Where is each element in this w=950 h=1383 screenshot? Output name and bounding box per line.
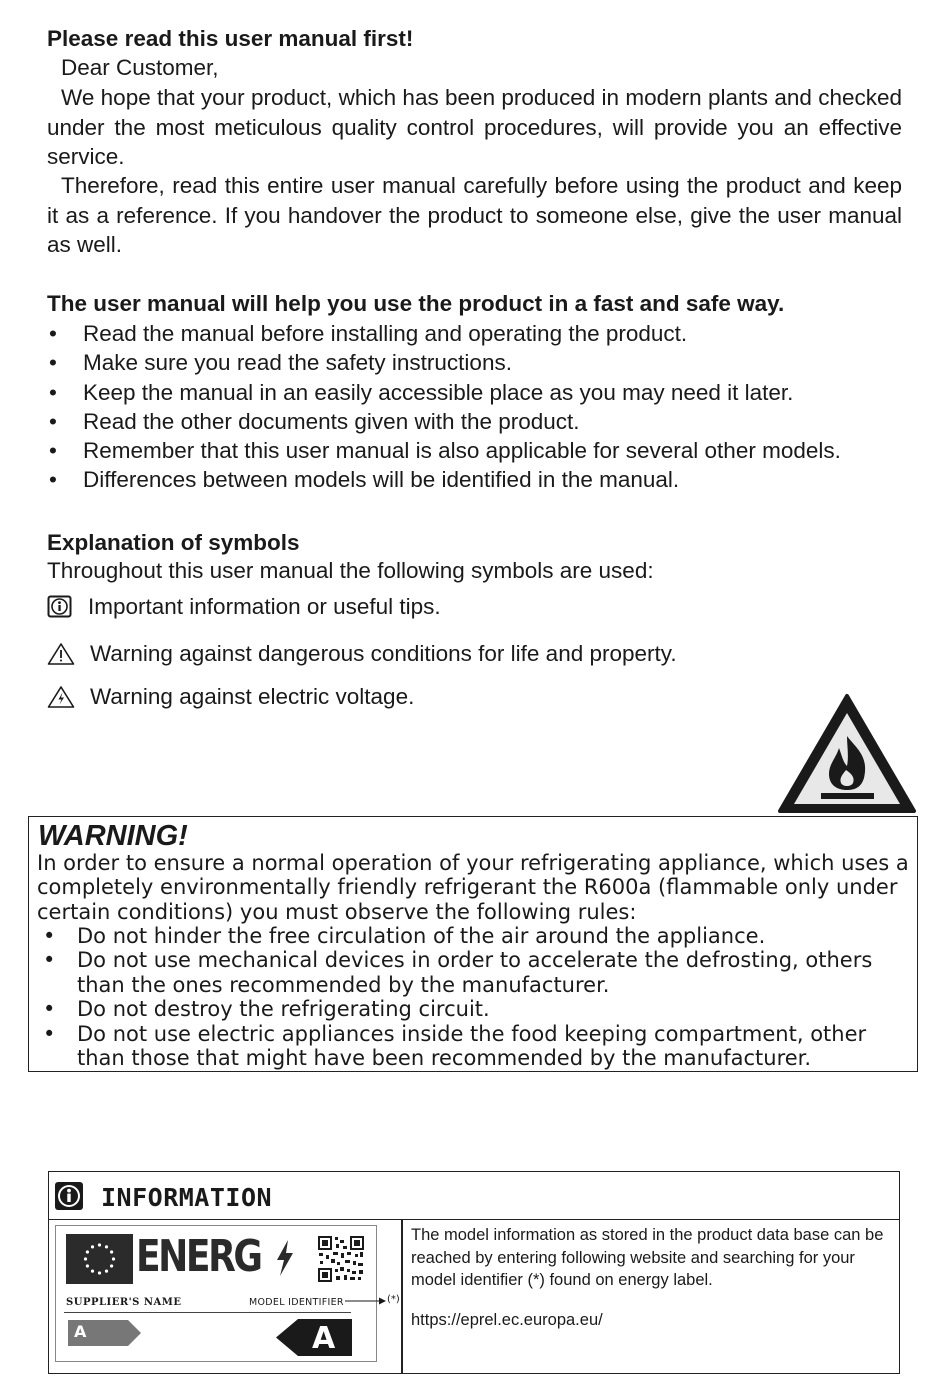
energy-brand: ENERG <box>136 1231 261 1282</box>
symbols-intro: Throughout this user manual the following symbols are used: <box>47 558 654 583</box>
model-identifier-label: MODEL IDENTIFIER <box>249 1297 344 1308</box>
rating-class: A <box>312 1321 336 1356</box>
scale-class: A <box>74 1322 87 1341</box>
list-item: • Do not use electric appliances inside the food keeping compartment, other than those that might have been recommended by the manufacturer. <box>37 1022 913 1071</box>
list-item: • Read the other documents given with the product. <box>47 407 907 436</box>
greeting: Dear Customer, <box>61 55 219 80</box>
list-item: • Do not destroy the refrigerating circuit. <box>37 997 913 1021</box>
help-heading: The user manual will help you use the product in a fast and safe way. <box>47 291 785 316</box>
pointer-arrow-icon <box>345 1296 387 1306</box>
list-item: • Do not use mechanical devices in order to accelerate the defrosting, others than the ones recommended by the manufacturer. <box>37 948 913 997</box>
list-item: • Differences between models will be identified in the manual. <box>47 465 907 494</box>
list-item: • Remember that this user manual is also applicable for several other models. <box>47 436 907 465</box>
list-item: • Do not hinder the free circulation of the air around the appliance. <box>37 924 913 948</box>
warning-box <box>28 816 918 1072</box>
information-box <box>48 1171 900 1374</box>
intro-paragraph-1: We hope that your product, which has been produced in modern plants and checked under the most meticulous quality control procedures, will provide you an effective service. <box>47 85 902 169</box>
flammable-warning-icon <box>776 692 918 816</box>
symbol-text: Warning against dangerous conditions for life and property. <box>90 641 677 666</box>
warning-rules <box>37 924 913 1070</box>
symbol-text: Important information or useful tips. <box>88 594 441 619</box>
information-title: INFORMATION <box>101 1183 273 1212</box>
eprel-link[interactable]: https://eprel.ec.europa.eu/ <box>411 1311 603 1329</box>
warning-title: WARNING! <box>38 820 188 852</box>
lightning-icon <box>275 1240 295 1276</box>
info-icon <box>47 595 73 619</box>
symbol-row-info <box>47 594 441 620</box>
warning-triangle-icon <box>47 642 75 666</box>
list-item: • Read the manual before installing and operating the product. <box>47 319 907 348</box>
information-header <box>49 1172 899 1220</box>
information-divider <box>401 1219 403 1373</box>
symbol-row-warning <box>47 641 677 667</box>
list-item: • Keep the manual in an easily accessible place as you may need it later. <box>47 378 907 407</box>
eu-flag-icon <box>66 1234 133 1284</box>
warning-text: In order to ensure a normal operation of your refrigerating appliance, which uses a completely environmentally friendly refrigerant the R600a (flammable only under certain conditions) you must observe the following rules: <box>37 851 909 924</box>
help-list <box>47 319 907 495</box>
intro-paragraph-2: Therefore, read this entire user manual carefully before using the product and keep it as a reference. If you handover the product to someone else, give the user manual as well. <box>47 173 902 257</box>
info-icon <box>54 1181 84 1211</box>
electric-warning-icon <box>47 685 75 709</box>
symbol-text: Warning against electric voltage. <box>90 684 415 709</box>
list-item: • Make sure you read the safety instructions. <box>47 348 907 377</box>
symbols-heading: Explanation of symbols <box>47 530 300 555</box>
symbol-row-electric <box>47 684 414 710</box>
qr-code-icon <box>318 1236 364 1282</box>
manual-heading: Please read this user manual first! <box>47 26 414 51</box>
supplier-name-label: SUPPLIER'S NAME <box>66 1297 182 1308</box>
asterisk-note: (*) <box>387 1294 400 1305</box>
energy-label <box>55 1225 377 1362</box>
information-text: The model information as stored in the product data base can be reached by entering following website and searching for your model identifier (*) found on energy label. <box>411 1226 884 1289</box>
label-divider <box>64 1312 351 1313</box>
